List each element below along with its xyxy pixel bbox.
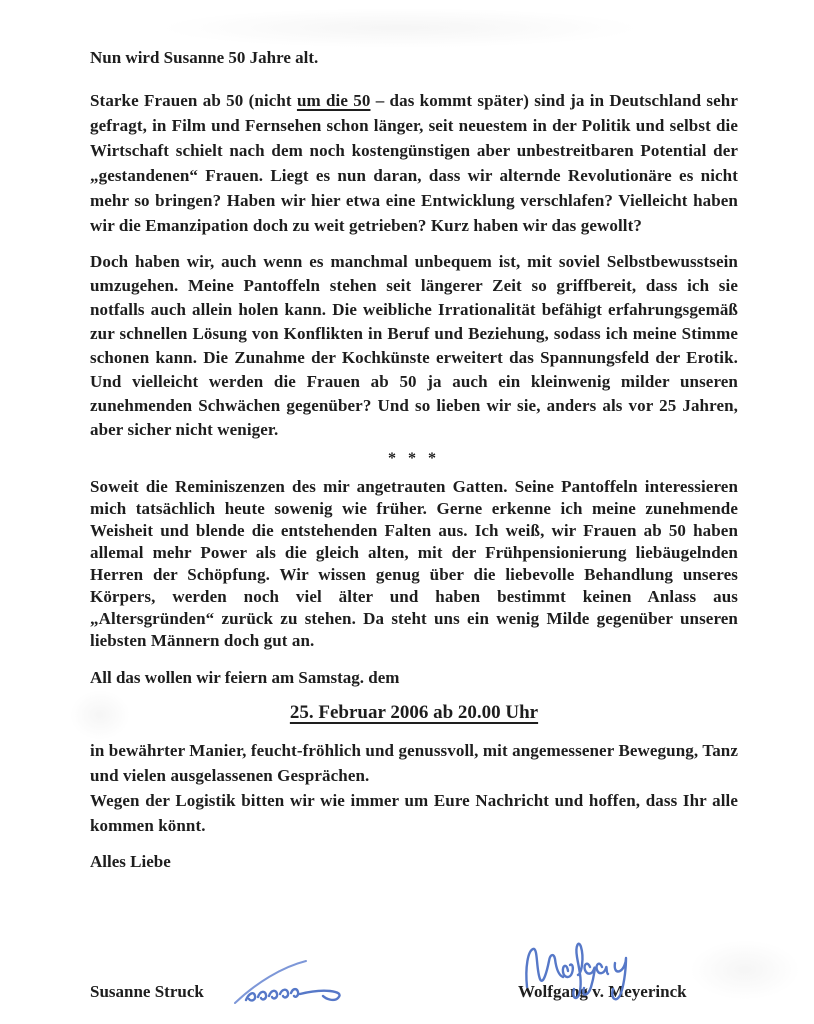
event-date-text: 25. Februar 2006 ab 20.00 Uhr [289, 702, 539, 723]
paragraph-1-after: – das kommt später) sind ja in Deutschland sehr gefragt, in Film und Fernsehen schon länger, seit neuestem in der Politik und selbst die Wirtschaft schielt nach dem noch kostengünstigen aber unbestreitbaren Potential der „gestandenen“ Frauen. Liegt es nun daran, dass wir alternde Revolutionäre es nicht mehr so bringen? Haben wir hier etwa eine Entwicklung verschlafen? Vielleicht haben wir die Emanzipation doch zu weit getrieben? Kurz haben wir das gewollt? [90, 91, 738, 235]
paragraph-5: Wegen der Logistik bitten wir wie immer um Eure Nachricht und hoffen, dass Ihr alle kommen könnt. [90, 791, 738, 835]
signature-block [90, 975, 738, 1024]
wolfgang-handwritten-signature-icon [520, 935, 645, 1015]
scan-smudge [160, 8, 640, 48]
closing-line: Alles Liebe [90, 852, 171, 871]
event-date-heading [90, 700, 738, 726]
wolfgang-printed-name: Wolfgang v. Meyerinck [518, 982, 687, 1001]
paragraph-2: Doch haben wir, auch wenn es manchmal unbequem ist, mit soviel Selbstbewusstsein umzugehen. Meine Pantoffeln stehen seit längerer Zeit so griffbereit, dass ich sie notfalls auch allein holen kann. Die weibliche Irrationalität befähigt erfahrungsgemäß zur schnellen Lösung von Konflikten in Beruf und Beziehung, sodass ich meine Stimme schonen kann. Die Zunahme der Kochkünste erweitert das Spannungsfeld der Erotik. Und vielleicht werden die Frauen ab 50 ja auch ein kleinwenig milder unseren zunehmenden Schwächen gegenüber? Und so lieben wir sie, anders als vor 25 Jahren, aber sicher nicht weniger. [90, 252, 738, 439]
susanne-handwritten-signature-icon [230, 953, 350, 1015]
paragraph-1-before: Starke Frauen ab 50 (nicht [90, 91, 297, 110]
paragraph-4: in bewährter Manier, feucht-fröhlich und genussvoll, mit angemessener Bewegung, Tanz und vielen ausgelassenen Gesprächen. [90, 741, 738, 785]
invitation-lead-line: All das wollen wir feiern am Samstag. dem [90, 668, 400, 687]
asterisk-separator: * * * [388, 450, 440, 467]
paragraph-1 [90, 88, 738, 238]
opening-line: Nun wird Susanne 50 Jahre alt. [90, 48, 319, 67]
paragraph-1-underlined-phrase: um die 50 [296, 91, 371, 110]
paragraph-3: Soweit die Reminiszenzen des mir angetrauten Gatten. Seine Pantoffeln interessieren mich tatsächlich heute sowenig wie früher. Gerne erkenne ich meine zunehmende Weisheit und blende die entstehenden Falten aus. Ich weiß, wir Frauen ab 50 haben allemal mehr Power als die gleich alten, mit der Frühpensionierung liebäugelnden Herren der Schöpfung. Wir wissen genug über die liebevolle Behandlung unseres Körpers, werden noch viel älter und haben bestimmt keinen Anlass aus „Altersgründen“ zurück zu stehen. Da steht uns ein wenig Milde gegenüber unseren liebsten Männern doch gut an. [90, 477, 738, 650]
susanne-printed-name: Susanne Struck [90, 982, 204, 1001]
